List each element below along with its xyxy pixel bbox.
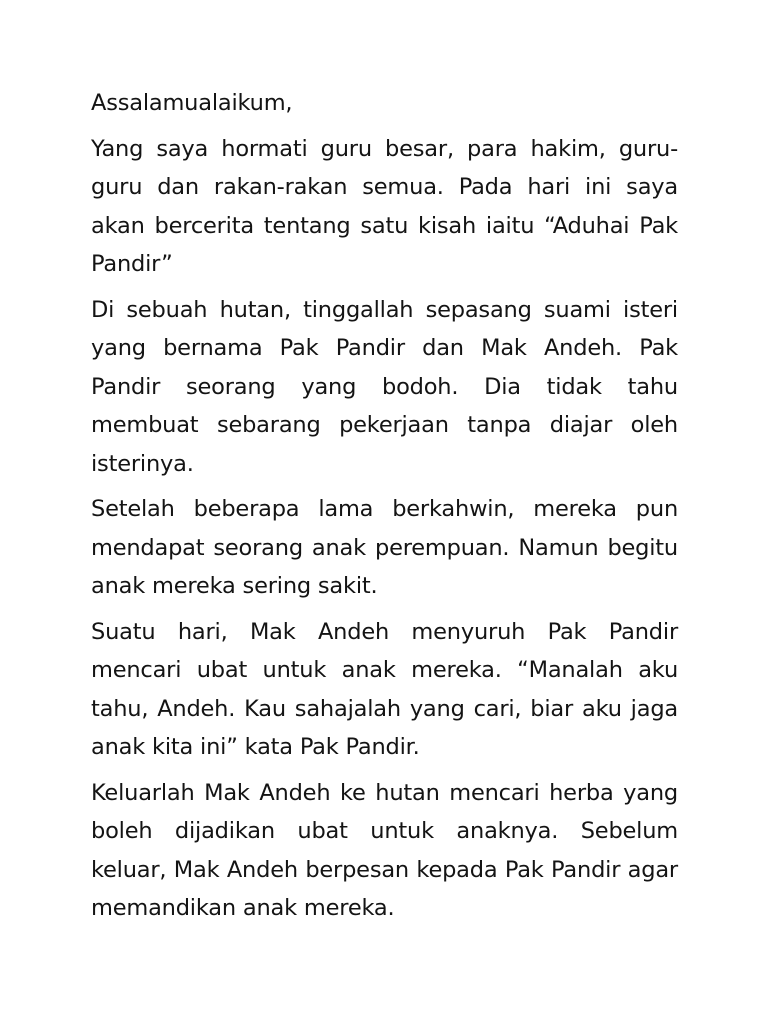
paragraph-intro: Yang saya hormati guru besar, para hakim, guru-guru dan rakan-rakan semua. Pada hari ini saya akan bercerita tentang satu kisah iaitu “Aduhai Pak Pandir” <box>91 135 678 277</box>
document-page <box>91 84 678 935</box>
paragraph-story-3: Suatu hari, Mak Andeh menyuruh Pak Pandir mencari ubat untuk anak mereka. “Manalah aku tahu, Andeh. Kau sahajalah yang cari, biar aku jaga anak kita ini” kata Pak Pandir. <box>91 618 678 760</box>
greeting-text: Assalamualaikum, <box>91 90 293 116</box>
paragraph-story-2: Setelah beberapa lama berkahwin, mereka pun mendapat seorang anak perempuan. Namun begitu anak mereka sering sakit. <box>91 496 678 599</box>
paragraph-story-4: Keluarlah Mak Andeh ke hutan mencari herba yang boleh dijadikan ubat untuk anaknya. Sebelum keluar, Mak Andeh berpesan kepada Pak Pandir agar memandikan anak mereka. <box>91 779 678 921</box>
paragraph-story-1: Di sebuah hutan, tinggallah sepasang suami isteri yang bernama Pak Pandir dan Mak Andeh. Pak Pandir seorang yang bodoh. Dia tidak tahu membuat sebarang pekerjaan tanpa diajar oleh isterinya. <box>91 296 678 477</box>
